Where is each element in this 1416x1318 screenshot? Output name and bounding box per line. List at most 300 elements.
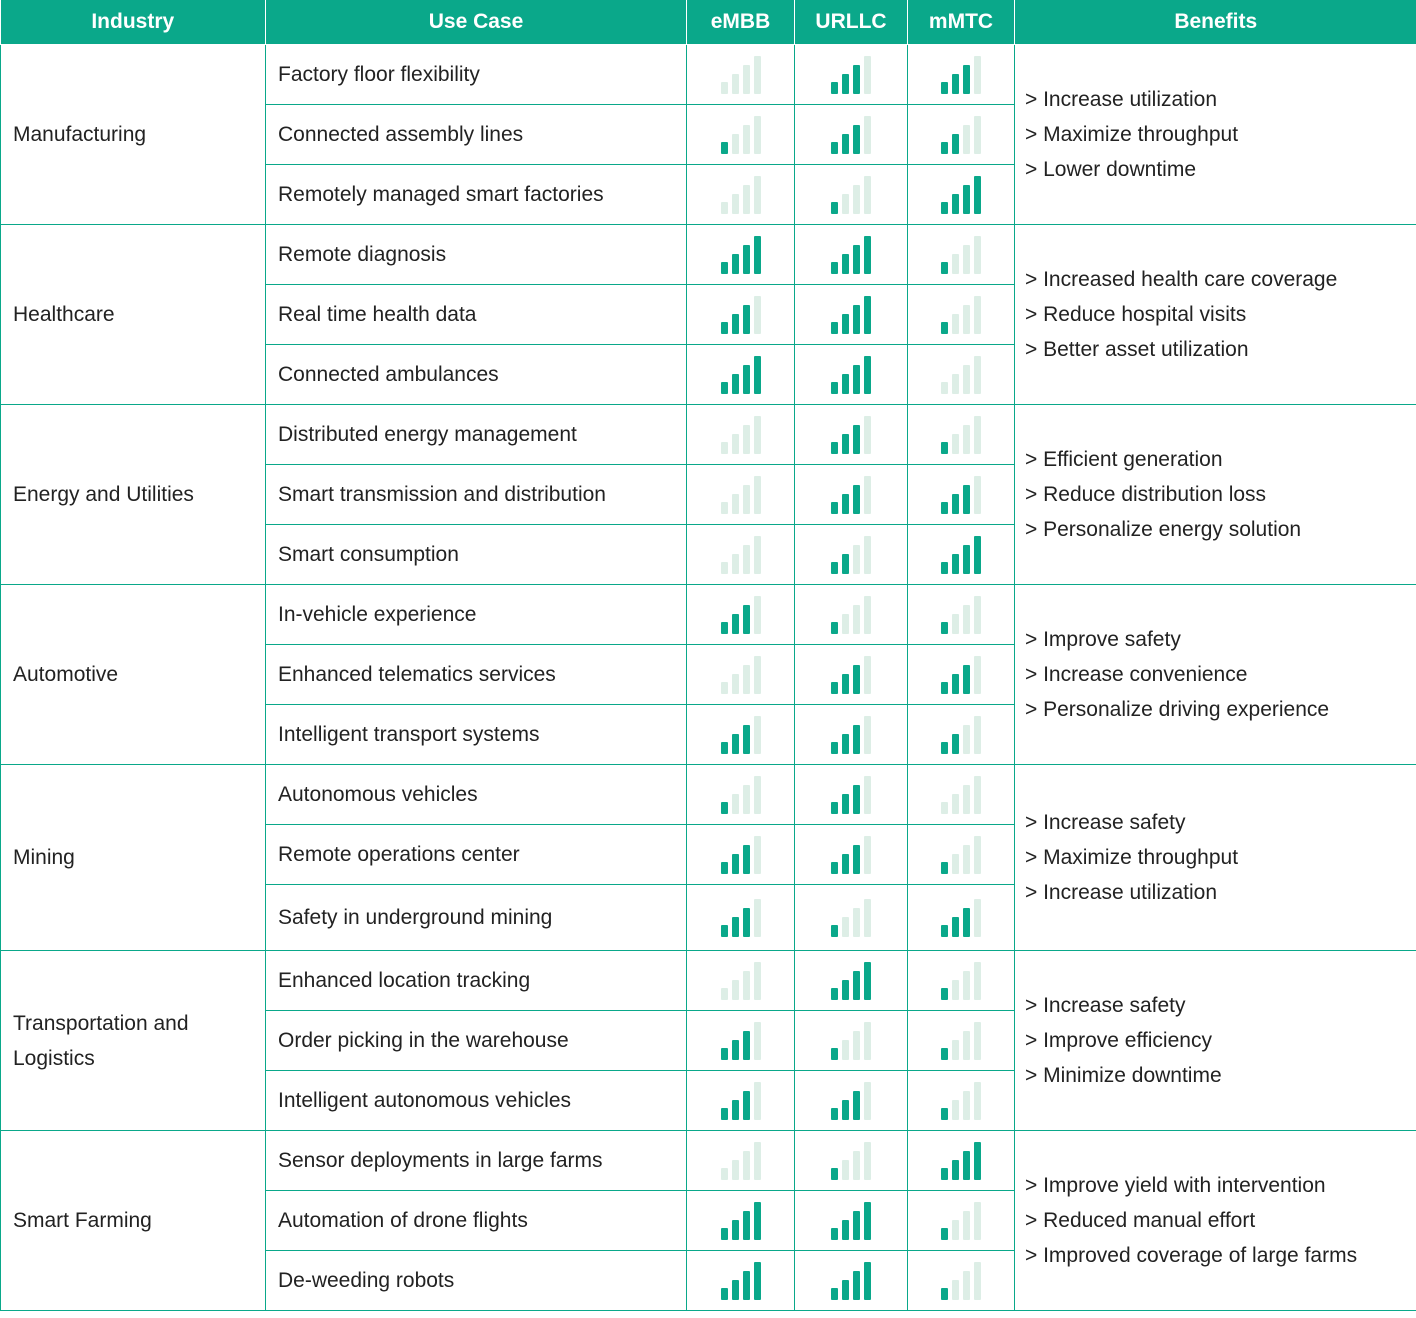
benefit-item: > Maximize throughput <box>1025 846 1239 869</box>
table-row <box>1 951 1416 1011</box>
signal-bar <box>842 134 849 154</box>
use-case-cell: Automation of drone flights <box>266 1191 687 1251</box>
signal-strength-icon <box>721 296 761 334</box>
signal-bar <box>842 194 849 214</box>
signal-bar <box>864 56 871 94</box>
signal-bar <box>842 494 849 514</box>
embb-rating-cell <box>687 285 795 345</box>
signal-bar <box>743 785 750 814</box>
signal-bar <box>732 194 739 214</box>
signal-strength-icon <box>721 1202 761 1240</box>
signal-bar <box>831 202 838 214</box>
signal-bar <box>754 962 761 1000</box>
signal-bar <box>941 622 948 634</box>
signal-strength-icon <box>831 356 871 394</box>
signal-strength-icon <box>941 176 981 214</box>
industry-cell: Manufacturing <box>1 45 266 225</box>
signal-bar <box>963 425 970 454</box>
signal-bar <box>853 785 860 814</box>
signal-bar <box>831 742 838 754</box>
signal-bar <box>952 1280 959 1300</box>
signal-bar <box>754 296 761 334</box>
benefit-item: > Personalize driving experience <box>1025 698 1330 721</box>
industry-cell: Smart Farming <box>1 1131 266 1311</box>
mmtc-rating-cell <box>908 525 1015 585</box>
benefit-item: > Increase convenience <box>1025 663 1248 686</box>
signal-bar <box>831 862 838 874</box>
use-case-cell: Order picking in the warehouse <box>266 1011 687 1071</box>
header-row <box>1 0 1416 45</box>
signal-bar <box>952 314 959 334</box>
signal-bar <box>941 682 948 694</box>
signal-strength-icon <box>721 56 761 94</box>
signal-bar <box>963 305 970 334</box>
urllc-rating-cell <box>795 765 908 825</box>
signal-strength-icon <box>941 1262 981 1300</box>
benefit-item: > Lower downtime <box>1025 158 1197 181</box>
benefits-cell <box>1015 405 1416 585</box>
signal-bar <box>941 322 948 334</box>
urllc-rating-cell <box>795 525 908 585</box>
mmtc-rating-cell <box>908 885 1015 951</box>
use-case-cell: Intelligent transport systems <box>266 705 687 765</box>
signal-bar <box>754 1022 761 1060</box>
signal-strength-icon <box>721 1142 761 1180</box>
urllc-rating-cell <box>795 165 908 225</box>
signal-strength-icon <box>941 356 981 394</box>
signal-bar <box>842 434 849 454</box>
signal-bar <box>941 1228 948 1240</box>
mmtc-rating-cell <box>908 645 1015 705</box>
benefits-cell <box>1015 225 1416 405</box>
use-case-cell: Remotely managed smart factories <box>266 165 687 225</box>
signal-bar <box>743 1151 750 1180</box>
benefit-item: > Minimize downtime <box>1025 1064 1222 1087</box>
signal-strength-icon <box>721 536 761 574</box>
signal-bar <box>732 314 739 334</box>
signal-bar <box>831 502 838 514</box>
signal-bar <box>842 374 849 394</box>
signal-bar <box>952 74 959 94</box>
signal-bar <box>963 1031 970 1060</box>
signal-strength-icon <box>941 716 981 754</box>
signal-strength-icon <box>721 776 761 814</box>
signal-bar <box>974 56 981 94</box>
embb-rating-cell <box>687 765 795 825</box>
signal-bar <box>974 1142 981 1180</box>
signal-bar <box>842 674 849 694</box>
signal-strength-icon <box>721 1022 761 1060</box>
mmtc-rating-cell <box>908 825 1015 885</box>
benefit-item: > Maximize throughput <box>1025 123 1239 146</box>
signal-bar <box>963 245 970 274</box>
signal-strength-icon <box>831 1142 871 1180</box>
signal-bar <box>941 562 948 574</box>
signal-strength-icon <box>941 56 981 94</box>
signal-bar <box>974 416 981 454</box>
signal-strength-icon <box>831 176 871 214</box>
signal-bar <box>754 716 761 754</box>
urllc-rating-cell <box>795 951 908 1011</box>
signal-strength-icon <box>721 176 761 214</box>
signal-bar <box>864 236 871 274</box>
header-benefits: Benefits <box>1015 0 1416 45</box>
header-use-case: Use Case <box>266 0 687 45</box>
signal-bar <box>842 74 849 94</box>
signal-bar <box>754 536 761 574</box>
signal-bar <box>831 442 838 454</box>
signal-bar <box>974 656 981 694</box>
signal-bar <box>952 434 959 454</box>
benefit-item: > Increase utilization <box>1025 881 1218 904</box>
signal-bar <box>853 908 860 937</box>
signal-bar <box>941 502 948 514</box>
signal-bar <box>842 314 849 334</box>
signal-strength-icon <box>941 416 981 454</box>
signal-bar <box>754 476 761 514</box>
signal-bar <box>732 674 739 694</box>
use-case-cell: Sensor deployments in large farms <box>266 1131 687 1191</box>
signal-strength-icon <box>831 836 871 874</box>
urllc-rating-cell <box>795 105 908 165</box>
signal-bar <box>743 845 750 874</box>
table-row <box>1 585 1416 645</box>
signal-strength-icon <box>831 416 871 454</box>
signal-bar <box>732 494 739 514</box>
urllc-rating-cell <box>795 1191 908 1251</box>
signal-bar <box>963 125 970 154</box>
signal-bar <box>831 562 838 574</box>
signal-bar <box>721 1048 728 1060</box>
signal-bar <box>864 596 871 634</box>
benefit-item: > Increased health care coverage <box>1025 268 1338 291</box>
signal-bar <box>941 82 948 94</box>
signal-bar <box>754 596 761 634</box>
signal-strength-icon <box>831 296 871 334</box>
urllc-rating-cell <box>795 1251 908 1311</box>
urllc-rating-cell <box>795 645 908 705</box>
signal-bar <box>864 1142 871 1180</box>
signal-bar <box>864 836 871 874</box>
industry-cell: Energy and Utilities <box>1 405 266 585</box>
signal-strength-icon <box>721 836 761 874</box>
signal-bar <box>952 734 959 754</box>
urllc-rating-cell <box>795 885 908 951</box>
signal-strength-icon <box>831 1082 871 1120</box>
signal-bar <box>853 65 860 94</box>
signal-bar <box>721 442 728 454</box>
signal-bar <box>754 56 761 94</box>
signal-bar <box>732 854 739 874</box>
signal-bar <box>963 1271 970 1300</box>
industry-cell: Mining <box>1 765 266 951</box>
signal-strength-icon <box>831 476 871 514</box>
signal-bar <box>853 425 860 454</box>
signal-strength-icon <box>721 416 761 454</box>
signal-bar <box>853 485 860 514</box>
signal-bar <box>952 614 959 634</box>
signal-bar <box>754 416 761 454</box>
signal-bar <box>721 802 728 814</box>
urllc-rating-cell <box>795 1131 908 1191</box>
signal-bar <box>743 725 750 754</box>
embb-rating-cell <box>687 1131 795 1191</box>
signal-bar <box>974 356 981 394</box>
signal-bar <box>864 1082 871 1120</box>
signal-bar <box>963 908 970 937</box>
signal-bar <box>721 622 728 634</box>
signal-strength-icon <box>721 1262 761 1300</box>
signal-bar <box>853 845 860 874</box>
signal-bar <box>952 194 959 214</box>
urllc-rating-cell <box>795 705 908 765</box>
signal-strength-icon <box>941 962 981 1000</box>
signal-bar <box>743 305 750 334</box>
signal-strength-icon <box>831 962 871 1000</box>
signal-bar <box>864 656 871 694</box>
signal-strength-icon <box>721 962 761 1000</box>
benefit-item: > Reduced manual effort <box>1025 1209 1256 1232</box>
signal-bar <box>743 908 750 937</box>
signal-bar <box>952 980 959 1000</box>
signal-bar <box>941 262 948 274</box>
benefit-item: > Personalize energy solution <box>1025 518 1302 541</box>
signal-bar <box>864 416 871 454</box>
signal-bar <box>941 802 948 814</box>
mmtc-rating-cell <box>908 1191 1015 1251</box>
signal-bar <box>963 1211 970 1240</box>
signal-bar <box>963 1151 970 1180</box>
signal-bar <box>842 554 849 574</box>
signal-bar <box>941 925 948 937</box>
signal-bar <box>732 980 739 1000</box>
signal-strength-icon <box>721 899 761 937</box>
table-row <box>1 405 1416 465</box>
embb-rating-cell <box>687 1011 795 1071</box>
signal-bar <box>732 614 739 634</box>
signal-strength-icon <box>831 1022 871 1060</box>
signal-bar <box>754 356 761 394</box>
signal-bar <box>721 862 728 874</box>
table-body <box>1 45 1416 1311</box>
industry-cell: Transportation and Logistics <box>1 951 266 1131</box>
signal-bar <box>941 1168 948 1180</box>
signal-strength-icon <box>941 476 981 514</box>
signal-bar <box>853 725 860 754</box>
signal-bar <box>952 374 959 394</box>
signal-bar <box>732 134 739 154</box>
signal-strength-icon <box>831 116 871 154</box>
urllc-rating-cell <box>795 285 908 345</box>
signal-bar <box>853 245 860 274</box>
signal-bar <box>721 322 728 334</box>
signal-bar <box>974 716 981 754</box>
mmtc-rating-cell <box>908 345 1015 405</box>
signal-bar <box>831 1048 838 1060</box>
signal-bar <box>842 1220 849 1240</box>
mmtc-rating-cell <box>908 105 1015 165</box>
signal-bar <box>732 734 739 754</box>
signal-bar <box>732 1220 739 1240</box>
signal-bar <box>721 1228 728 1240</box>
table-row <box>1 45 1416 105</box>
signal-bar <box>941 862 948 874</box>
signal-bar <box>721 1288 728 1300</box>
table-row <box>1 765 1416 825</box>
embb-rating-cell <box>687 465 795 525</box>
signal-bar <box>963 485 970 514</box>
use-case-cell: Enhanced telematics services <box>266 645 687 705</box>
benefit-item: > Better asset utilization <box>1025 338 1249 361</box>
signal-bar <box>842 980 849 1000</box>
signal-bar <box>963 545 970 574</box>
signal-bar <box>842 917 849 937</box>
mmtc-rating-cell <box>908 765 1015 825</box>
embb-rating-cell <box>687 825 795 885</box>
signal-bar <box>831 1228 838 1240</box>
signal-bar <box>732 1280 739 1300</box>
benefits-cell <box>1015 45 1416 225</box>
signal-strength-icon <box>941 1082 981 1120</box>
signal-bar <box>754 836 761 874</box>
signal-bar <box>952 794 959 814</box>
signal-bar <box>743 125 750 154</box>
urllc-rating-cell <box>795 225 908 285</box>
signal-strength-icon <box>941 776 981 814</box>
signal-strength-icon <box>941 1202 981 1240</box>
industry-cell: Automotive <box>1 585 266 765</box>
signal-bar <box>941 142 948 154</box>
signal-strength-icon <box>831 1202 871 1240</box>
signal-bar <box>963 725 970 754</box>
benefits-cell <box>1015 1131 1416 1311</box>
use-case-cell: Smart consumption <box>266 525 687 585</box>
signal-bar <box>941 442 948 454</box>
signal-strength-icon <box>831 899 871 937</box>
use-case-cell: Real time health data <box>266 285 687 345</box>
signal-bar <box>743 65 750 94</box>
embb-rating-cell <box>687 885 795 951</box>
signal-bar <box>831 802 838 814</box>
signal-bar <box>842 1040 849 1060</box>
signal-bar <box>732 917 739 937</box>
use-case-cell: De-weeding robots <box>266 1251 687 1311</box>
embb-rating-cell <box>687 525 795 585</box>
signal-bar <box>842 1160 849 1180</box>
signal-bar <box>941 382 948 394</box>
use-case-cell: Connected assembly lines <box>266 105 687 165</box>
signal-strength-icon <box>831 1262 871 1300</box>
benefits-cell <box>1015 951 1416 1131</box>
use-case-cell: In-vehicle experience <box>266 585 687 645</box>
signal-bar <box>732 1100 739 1120</box>
signal-bar <box>743 545 750 574</box>
signal-bar <box>732 554 739 574</box>
signal-bar <box>754 1262 761 1300</box>
signal-bar <box>743 665 750 694</box>
signal-bar <box>743 425 750 454</box>
urllc-rating-cell <box>795 465 908 525</box>
signal-bar <box>831 262 838 274</box>
benefit-item: > Increase utilization <box>1025 88 1218 111</box>
signal-bar <box>732 1040 739 1060</box>
embb-rating-cell <box>687 405 795 465</box>
benefit-item: > Increase safety <box>1025 811 1186 834</box>
signal-bar <box>721 82 728 94</box>
signal-strength-icon <box>941 1142 981 1180</box>
signal-strength-icon <box>941 236 981 274</box>
signal-strength-icon <box>941 596 981 634</box>
benefit-item: > Reduce distribution loss <box>1025 483 1267 506</box>
urllc-rating-cell <box>795 1011 908 1071</box>
signal-bar <box>721 988 728 1000</box>
signal-bar <box>963 1091 970 1120</box>
signal-bar <box>974 962 981 1000</box>
signal-bar <box>721 142 728 154</box>
signal-bar <box>842 794 849 814</box>
signal-bar <box>864 476 871 514</box>
embb-rating-cell <box>687 45 795 105</box>
mmtc-rating-cell <box>908 1251 1015 1311</box>
signal-bar <box>864 536 871 574</box>
signal-bar <box>831 142 838 154</box>
signal-bar <box>732 434 739 454</box>
signal-strength-icon <box>721 596 761 634</box>
signal-bar <box>831 322 838 334</box>
embb-rating-cell <box>687 705 795 765</box>
signal-strength-icon <box>721 716 761 754</box>
signal-strength-icon <box>941 656 981 694</box>
signal-strength-icon <box>721 116 761 154</box>
signal-bar <box>864 776 871 814</box>
signal-bar <box>853 1151 860 1180</box>
signal-bar <box>732 254 739 274</box>
signal-bar <box>963 665 970 694</box>
signal-bar <box>842 614 849 634</box>
signal-bar <box>864 176 871 214</box>
signal-bar <box>941 742 948 754</box>
mmtc-rating-cell <box>908 285 1015 345</box>
signal-bar <box>952 254 959 274</box>
signal-strength-icon <box>831 56 871 94</box>
mmtc-rating-cell <box>908 705 1015 765</box>
signal-bar <box>864 1022 871 1060</box>
benefit-item: > Reduce hospital visits <box>1025 303 1247 326</box>
benefit-item: > Efficient generation <box>1025 448 1223 471</box>
signal-bar <box>974 476 981 514</box>
signal-bar <box>743 1211 750 1240</box>
signal-bar <box>941 988 948 1000</box>
header-embb: eMBB <box>687 0 795 45</box>
signal-strength-icon <box>831 656 871 694</box>
mmtc-rating-cell <box>908 1131 1015 1191</box>
embb-rating-cell <box>687 585 795 645</box>
signal-bar <box>974 176 981 214</box>
mmtc-rating-cell <box>908 465 1015 525</box>
signal-bar <box>721 1168 728 1180</box>
embb-rating-cell <box>687 225 795 285</box>
benefit-item: > Improved coverage of large farms <box>1025 1244 1358 1267</box>
use-case-cell: Safety in underground mining <box>266 885 687 951</box>
signal-bar <box>732 74 739 94</box>
signal-bar <box>941 1048 948 1060</box>
signal-bar <box>853 1031 860 1060</box>
signal-bar <box>754 176 761 214</box>
header-industry: Industry <box>1 0 266 45</box>
urllc-rating-cell <box>795 345 908 405</box>
signal-bar <box>853 545 860 574</box>
mmtc-rating-cell <box>908 1071 1015 1131</box>
